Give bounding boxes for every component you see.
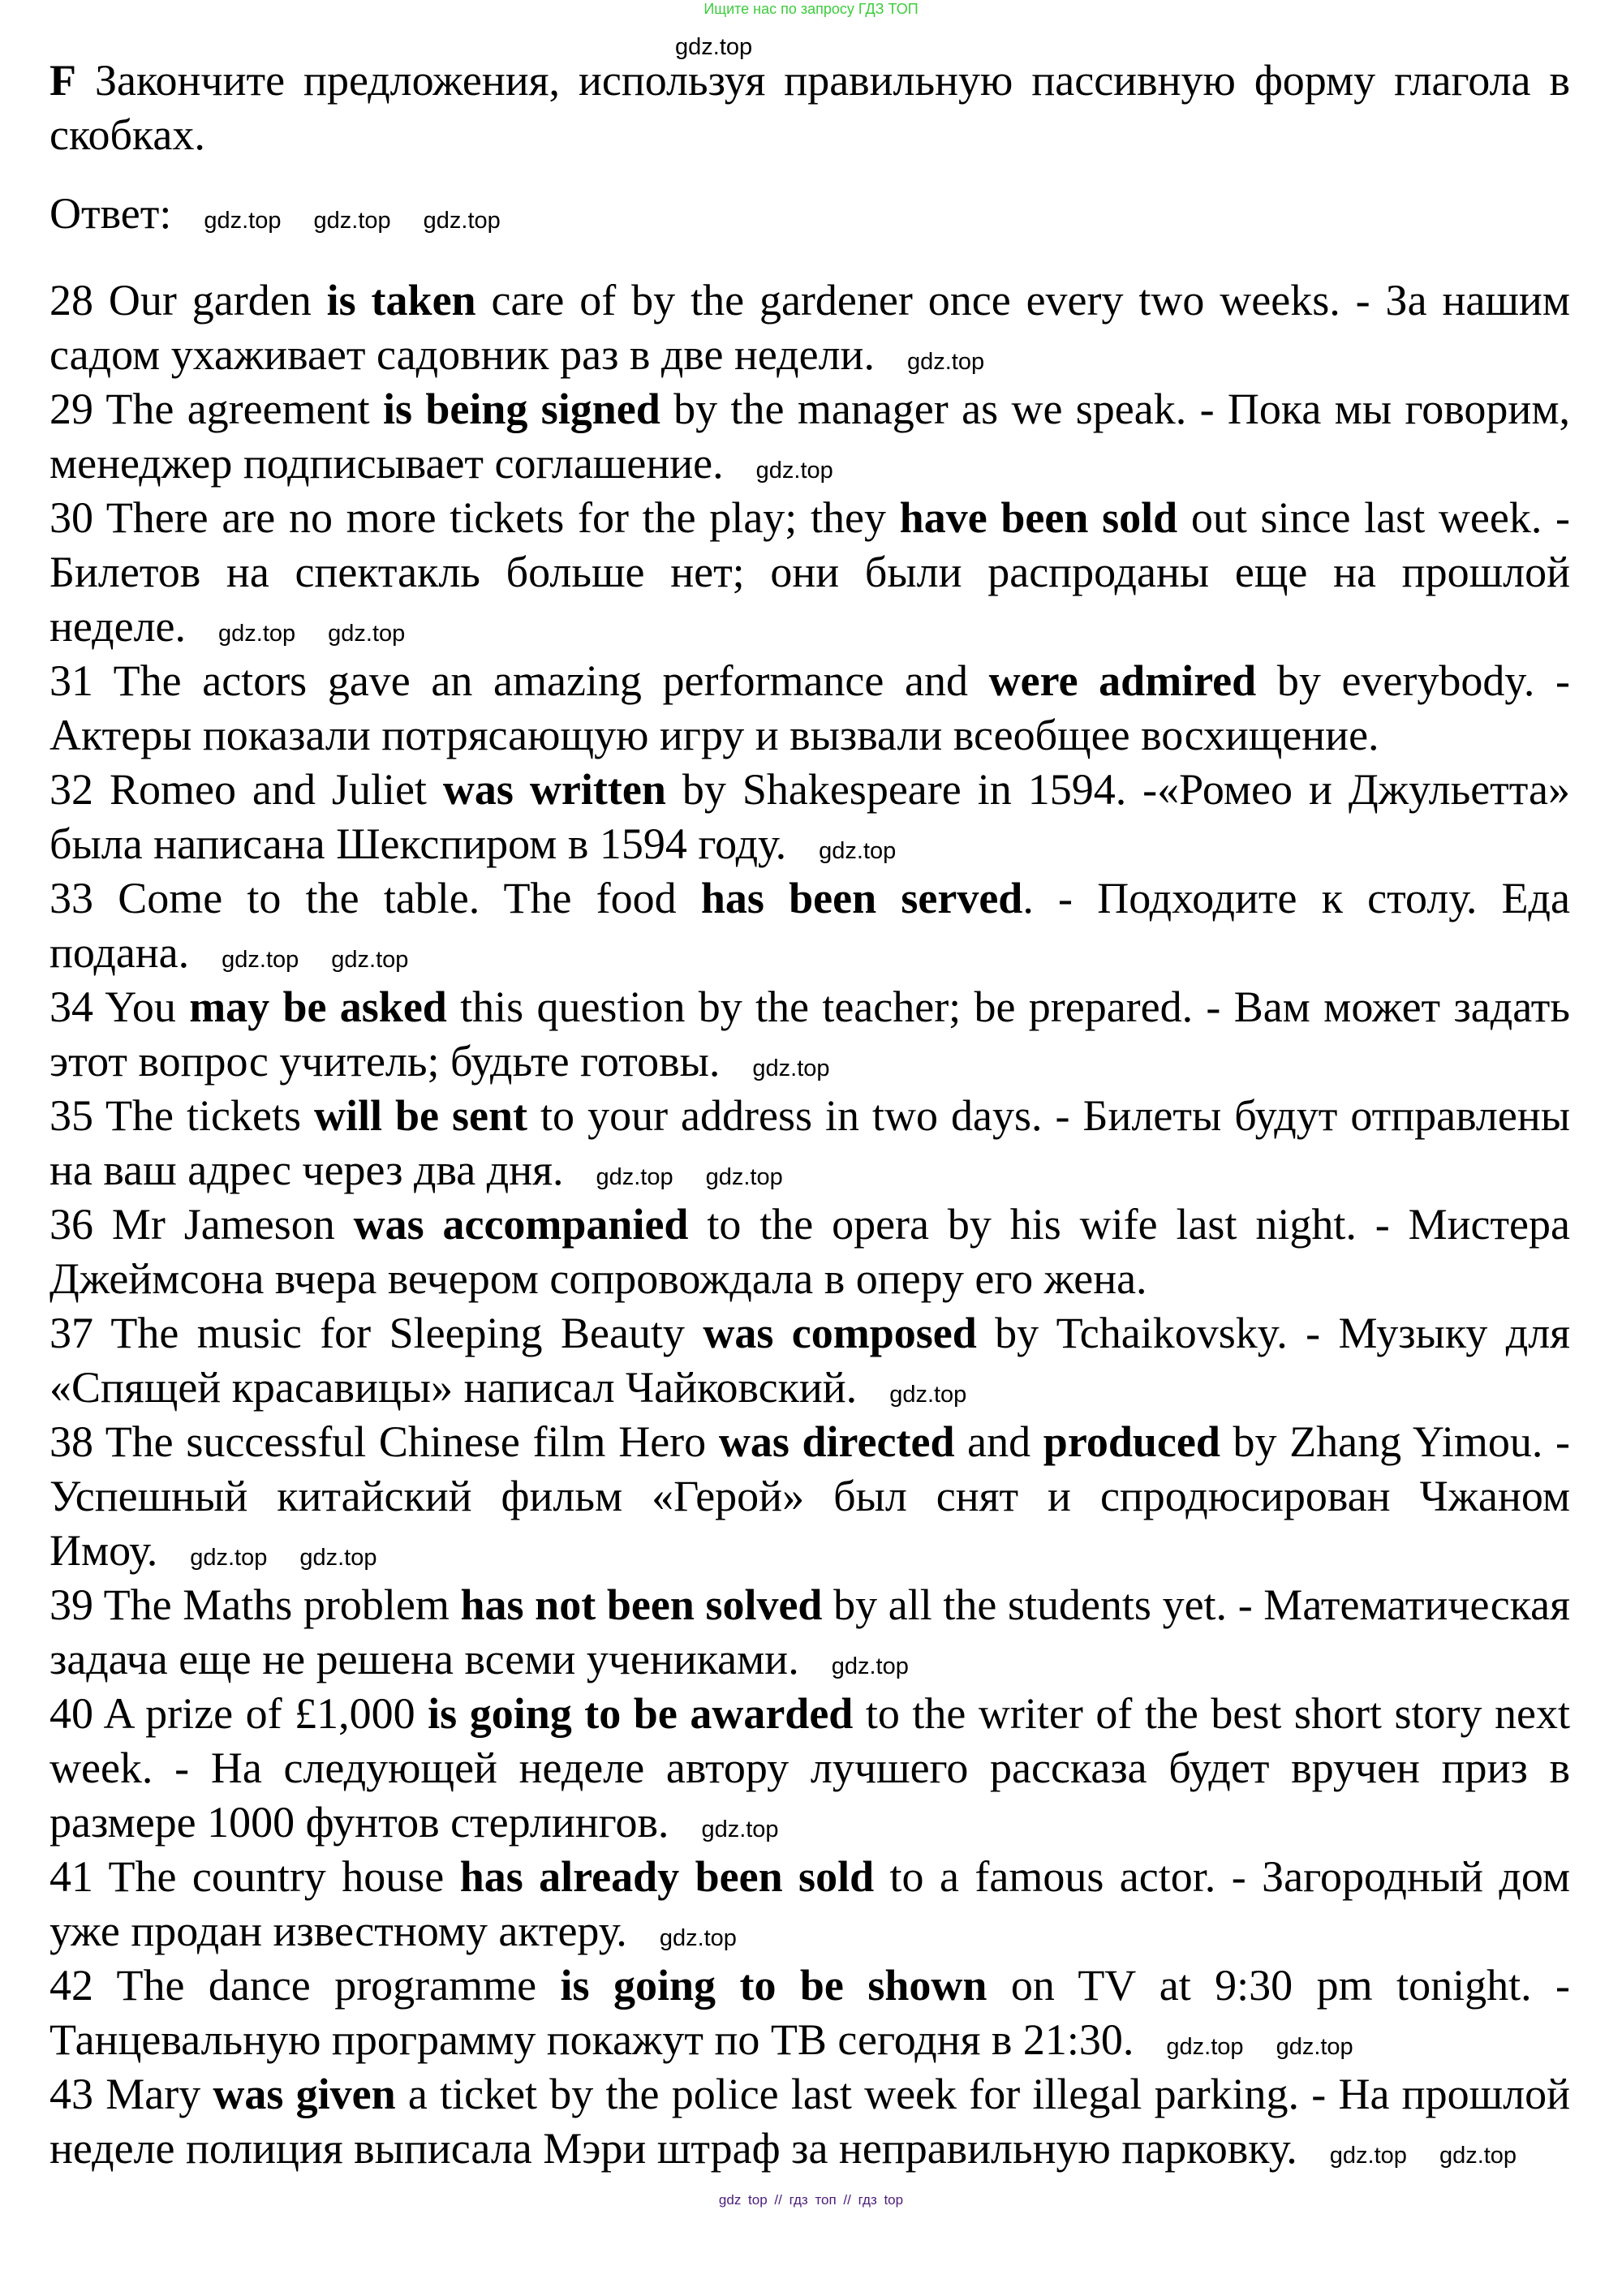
- sentence-text: 28 Our garden: [49, 276, 327, 325]
- task-title: [49, 54, 1570, 162]
- watermark: gdz.top: [659, 1925, 737, 1951]
- watermark: gdz.top: [218, 621, 296, 647]
- answer-item: [49, 2067, 1570, 2176]
- sentence-text: on TV at 9:30 pm tonight. - Танцевальную программу покажут по ТВ сегодня в 21:30.: [49, 1961, 1570, 2064]
- sentence-text: 29 The agreement: [49, 385, 383, 433]
- watermark: gdz.top: [755, 458, 833, 484]
- sentence-text: and: [954, 1417, 1043, 1466]
- sentence-text: to the opera by his wife last night. - Мистера Джеймсона вчера вечером сопровождала в оперу его жена.: [49, 1200, 1570, 1303]
- answer-item: [49, 763, 1570, 871]
- sentence-text: 41 The country house: [49, 1852, 460, 1901]
- watermark: gdz.top: [328, 621, 406, 647]
- answer-item: [49, 1958, 1570, 2067]
- sentence-text: . - Подходите к столу. Еда подана.: [49, 874, 1570, 977]
- answer-item: [49, 382, 1570, 491]
- watermark: gdz.top: [831, 1653, 909, 1679]
- answer-item: [49, 1415, 1570, 1578]
- watermark: gdz.top: [222, 947, 299, 973]
- sentence-text: to your address in two days. - Билеты будут отправлены на ваш адрес через два дня.: [49, 1091, 1571, 1194]
- sentence-text: by the manager as we speak. - Пока мы говорим, менеджер подписывает соглашение.: [49, 385, 1571, 488]
- passive-verb: has been served: [700, 874, 1023, 922]
- footer-watermark: gdz top // гдз топ // гдз top: [718, 2192, 904, 2208]
- sentence-text: by Tchaikovsky. - Музыку для «Спящей красавицы» написал Чайковский.: [49, 1309, 1570, 1412]
- sentence-text: 37 The music for Sleeping Beauty: [49, 1309, 703, 1357]
- sentence-text: care of by the gardener once every two weeks. - За нашим садом ухаживает садовник раз в две недели.: [49, 276, 1570, 379]
- document-content: [49, 26, 1570, 2176]
- watermark: gdz.top: [331, 947, 409, 973]
- passive-verb: was accompanied: [353, 1200, 689, 1249]
- watermark: gdz.top: [299, 1545, 377, 1571]
- sentence-text: 42 The dance programme: [49, 1961, 561, 2010]
- answer-label: Ответ:: [49, 189, 172, 238]
- answer-item: [49, 1578, 1570, 1687]
- watermark: gdz.top: [1166, 2034, 1244, 2060]
- watermark: gdz.top: [204, 208, 282, 234]
- sentence-text: by Zhang Yimou. - Успешный китайский фильм «Герой» был снят и спродюсирован Чжаном Имоу.: [49, 1417, 1570, 1575]
- sentence-text: 34 You: [49, 982, 190, 1031]
- sentence-text: 32 Romeo and Juliet: [49, 765, 443, 814]
- sentence-text: to a famous actor. - Загородный дом уже продан известному актеру.: [49, 1852, 1570, 1955]
- sentence-text: out since last week. - Билетов на спектакль больше нет; они были распроданы еще на прошлой неделе.: [49, 493, 1571, 651]
- sentence-text: by everybody. - Актеры показали потрясающую игру и вызвали всеобщее восхищение.: [49, 656, 1570, 759]
- sentence-text: by Shakespeare in 1594. -«Ромео и Джульетта» была написана Шекспиром в 1594 году.: [49, 765, 1570, 868]
- sentence-text: 35 The tickets: [49, 1091, 314, 1140]
- answer-item: [49, 1687, 1570, 1850]
- top-watermark-row: [49, 26, 1570, 60]
- sentence-text: 31 The actors gave an amazing performance and: [49, 656, 989, 705]
- watermark: gdz.top: [705, 1164, 783, 1190]
- answer-item: [49, 1197, 1570, 1306]
- watermark: gdz.top: [752, 1056, 830, 1081]
- sentence-text: by all the students yet. - Математическая задача еще не решена всеми учениками.: [49, 1580, 1570, 1683]
- watermark: gdz.top: [190, 1545, 268, 1571]
- task-text: Закончите предложения, используя правильную пассивную форму глагола в скобках.: [49, 56, 1570, 159]
- watermark: gdz.top: [313, 208, 391, 234]
- passive-verb: have been sold: [899, 493, 1178, 542]
- sentence-text: 33 Come to the table. The food: [49, 874, 701, 922]
- passive-verb: is being signed: [382, 385, 660, 433]
- passive-verb: is going to be awarded: [428, 1689, 854, 1738]
- sentence-text: 36 Mr Jameson: [49, 1200, 354, 1249]
- passive-verb: will be sent: [313, 1091, 528, 1140]
- passive-verb: is taken: [326, 276, 476, 325]
- passive-verb: has not been solved: [460, 1580, 823, 1629]
- passive-verb: may be asked: [189, 982, 447, 1031]
- answer-row: [49, 187, 1570, 241]
- watermark: gdz.top: [675, 34, 753, 60]
- answer-item: [49, 1306, 1570, 1415]
- watermark: gdz.top: [423, 208, 501, 234]
- sentence-text: 30 There are no more tickets for the play; they: [49, 493, 900, 542]
- sentence-text: 39 The Maths problem: [49, 1580, 461, 1629]
- answer-item: [49, 980, 1570, 1089]
- passive-verb: was given: [213, 2070, 396, 2118]
- watermark: gdz.top: [889, 1382, 967, 1408]
- watermark: gdz.top: [906, 349, 985, 375]
- passive-verb: produced: [1043, 1417, 1220, 1466]
- answer-item: [49, 273, 1570, 382]
- sentence-text: 40 A prize of £1,000: [49, 1689, 428, 1738]
- sentence-text: a ticket by the police last week for illegal parking. - На прошлой неделе полиция выписала Мэри штраф за неправильную парковку.: [49, 2070, 1570, 2173]
- answer-list: [49, 273, 1570, 2176]
- watermark: gdz.top: [1329, 2143, 1407, 2169]
- task-letter: F: [49, 56, 76, 105]
- watermark: gdz.top: [701, 1817, 779, 1842]
- passive-verb: were admired: [988, 656, 1257, 705]
- answer-item: [49, 491, 1570, 654]
- watermark: gdz.top: [596, 1164, 673, 1190]
- answer-item: [49, 1089, 1570, 1197]
- passive-verb: is going to be shown: [560, 1961, 987, 2010]
- passive-verb: was composed: [703, 1309, 977, 1357]
- sentence-text: to the writer of the best short story next week. - На следующей неделе автору лучшего рассказа будет вручен приз в размере 1000 фунтов стерлингов.: [49, 1689, 1570, 1847]
- answer-item: [49, 1850, 1570, 1958]
- search-banner: Ищите нас по запросу ГДЗ ТОП: [703, 1, 919, 17]
- sentence-text: this question by the teacher; be prepared. - Вам может задать этот вопрос учитель; будьте готовы.: [49, 982, 1571, 1086]
- watermark: gdz.top: [1439, 2143, 1517, 2169]
- watermark: gdz.top: [819, 838, 897, 864]
- watermark: gdz.top: [1276, 2034, 1353, 2060]
- answer-item: [49, 871, 1570, 980]
- answer-item: [49, 654, 1570, 763]
- passive-verb: was directed: [718, 1417, 955, 1466]
- sentence-text: 43 Mary: [49, 2070, 213, 2118]
- passive-verb: was written: [442, 765, 666, 814]
- passive-verb: has already been sold: [459, 1852, 875, 1901]
- sentence-text: 38 The successful Chinese film Hero: [49, 1417, 719, 1466]
